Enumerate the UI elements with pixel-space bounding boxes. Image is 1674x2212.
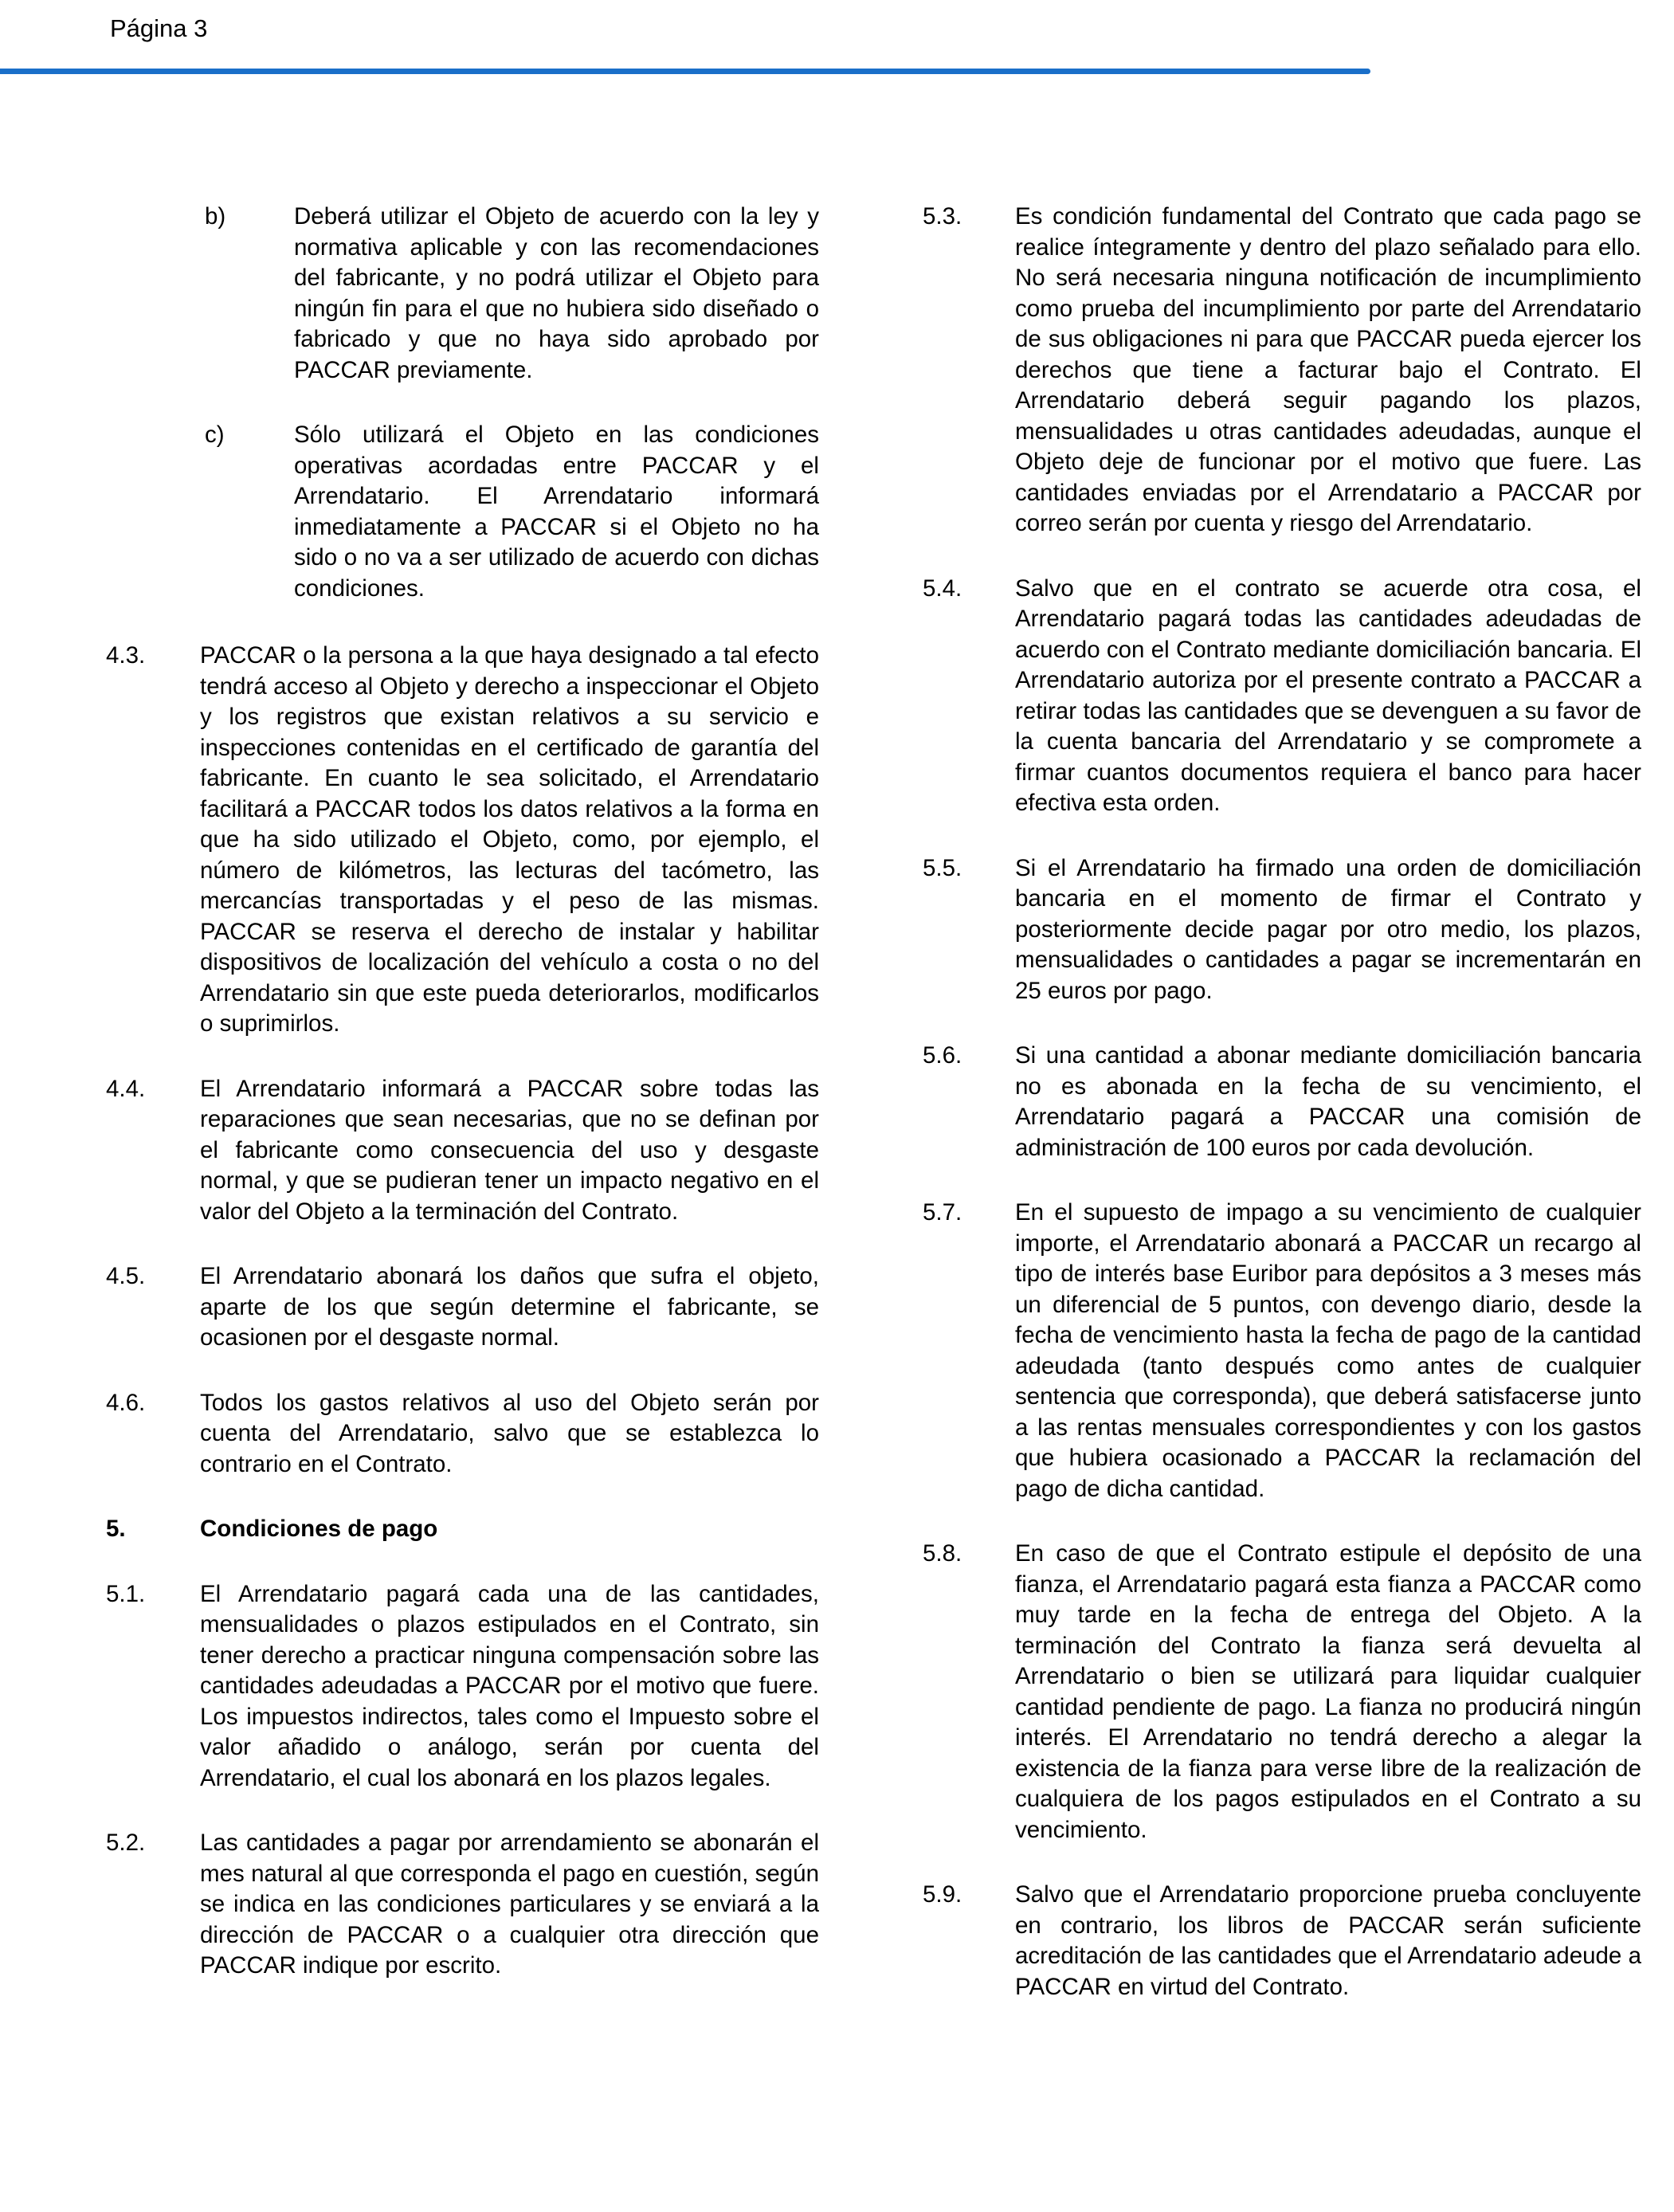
clause-5-2 <box>106 1828 819 1982</box>
clause-number: b) <box>205 203 226 229</box>
clause-text: Las cantidades a pagar por arrendamiento se abonarán el mes natural al que corresponda el pago en cuestión, según se indica en las condiciones particulares y se enviará a la dirección de PACCAR o a cualquier otra dirección que PACCAR indique por escrito. <box>200 1830 819 1979</box>
clause-number: 4.5. <box>106 1263 146 1289</box>
clause-number: 5.8. <box>923 1540 962 1567</box>
left-column <box>106 202 819 2016</box>
clause-text: Todos los gastos relativos al uso del Objeto serán por cuenta del Arrendatario, salvo que se establezca lo contrario en el Contrato. <box>200 1389 819 1477</box>
right-column <box>923 202 1641 2037</box>
clause-number: 5.1. <box>106 1580 146 1607</box>
section-title: Condiciones de pago <box>200 1516 438 1542</box>
clause-text: El Arrendatario informará a PACCAR sobre todas las reparaciones que sean necesarias, que no se definan por el fabricante como consecuencia del uso y desgaste normal, y que se pudieran tener un impacto negativo en el valor del Objeto a la terminación del Contrato. <box>200 1075 819 1225</box>
clause-text: Salvo que el Arrendatario proporcione prueba concluyente en contrario, los libros de PACCAR serán suficiente acreditación de las cantidades que el Arrendatario adeude a PACCAR en virtud del Contrato. <box>1015 1881 1641 2000</box>
section-5-heading <box>106 1514 819 1545</box>
clause-number: 5.9. <box>923 1881 962 1908</box>
clause-text: Salvo que en el contrato se acuerde otra cosa, el Arrendatario pagará todas las cantidades adeudadas de acuerdo con el Contrato mediante domiciliación bancaria. El Arrendatario autoriza por el presente contrato a PACCAR a retirar todas las cantidades que se devenguen a su favor de la cuenta bancaria del Arrendatario y se compromete a firmar cuantos documentos requiera el banco para hacer efectiva esta orden. <box>1015 575 1641 816</box>
clause-number: 4.4. <box>106 1075 146 1102</box>
clause-5-8 <box>923 1539 1641 1845</box>
clause-5-4 <box>923 574 1641 819</box>
clause-5-1 <box>106 1579 819 1794</box>
clause-number: 5.7. <box>923 1199 962 1226</box>
clause-text: El Arrendatario pagará cada una de las cantidades, mensualidades o plazos estipulados en el Contrato, sin tener derecho a practicar ninguna compensación sobre las cantidades adeudadas a PACCAR por el motivo que fuere. Los impuestos indirectos, tales como el Impuesto sobre el valor añadido o análogo, serán por cuenta del Arrendatario, el cual los abonará en los plazos legales. <box>200 1580 819 1791</box>
clause-number: 4.6. <box>106 1389 146 1416</box>
section-number: 5. <box>106 1516 126 1542</box>
clause-number: 5.4. <box>923 575 962 602</box>
clause-number: 4.3. <box>106 642 146 669</box>
clause-text: En caso de que el Contrato estipule el depósito de una fianza, el Arrendatario pagará esta fianza a PACCAR como muy tarde en la fecha de entrega del Objeto. A la terminación del Contrato la fianza será devuelta al Arrendatario o bien se utilizará para liquidar cualquier cantidad pendiente de pago. La fianza no producirá ningún interés. El Arrendatario no tendrá derecho a alegar la existencia de la fianza para verse libre de la realización de cualquiera de los pagos estipulados en el Contrato a su vencimiento. <box>1015 1540 1641 1843</box>
page-number-label: Página 3 <box>110 14 208 42</box>
clause-4-3 <box>106 641 819 1040</box>
clause-5-9 <box>923 1880 1641 2002</box>
clause-number: 5.2. <box>106 1830 146 1856</box>
clause-text: En el supuesto de impago a su vencimiento de cualquier importe, el Arrendatario abonará a PACCAR un recargo al tipo de interés base Euribor para depósitos a 3 meses más un diferencial de 5 puntos, con devengo diario, desde la fecha de vencimiento hasta la fecha de pago de la cantidad adeudada (tanto después como antes de cualquier sentencia que corresponda), que deberá satisfacerse junto a las rentas mensuales correspondientes y con los gastos que hubiera ocasionado a PACCAR la reclamación del pago de dicha cantidad. <box>1015 1199 1641 1502</box>
clause-4-2-b <box>106 202 819 386</box>
clause-number: 5.5. <box>923 854 962 881</box>
header-rule <box>0 69 1370 74</box>
clause-text: Si una cantidad a abonar mediante domiciliación bancaria no es abonada en la fecha de su vencimiento, el Arrendatario pagará a PACCAR una comisión de administración de 100 euros por cada devolución. <box>1015 1042 1641 1161</box>
clause-number: 5.3. <box>923 203 962 229</box>
clause-number: c) <box>205 422 225 448</box>
clause-5-5 <box>923 853 1641 1007</box>
clause-5-3 <box>923 202 1641 539</box>
clause-text: Sólo utilizará el Objeto en las condiciones operativas acordadas entre PACCAR y el Arrendatario. El Arrendatario informará inmediatamente a PACCAR si el Objeto no ha sido o no va a ser utilizado de acuerdo con dichas condiciones. <box>294 422 819 602</box>
clause-text: El Arrendatario abonará los daños que sufra el objeto, aparte de los que según determine el fabricante, se ocasionen por el desgaste normal. <box>200 1263 819 1351</box>
clause-4-2-c <box>106 420 819 604</box>
clause-5-7 <box>923 1198 1641 1504</box>
clause-4-5 <box>106 1261 819 1354</box>
clause-text: Deberá utilizar el Objeto de acuerdo con la ley y normativa aplicable y con las recomendaciones del fabricante, y no podrá utilizar el Objeto para ningún fin para el que no hubiera sido diseñado o fabricado y que no haya sido aprobado por PACCAR previamente. <box>294 203 819 383</box>
clause-4-4 <box>106 1074 819 1228</box>
clause-4-6 <box>106 1388 819 1481</box>
clause-text: PACCAR o la persona a la que haya designado a tal efecto tendrá acceso al Objeto y derecho a inspeccionar el Objeto y los registros que existan relativos a su servicio e inspecciones contenidas en el certificado de garantía del fabricante. En cuanto le sea solicitado, el Arrendatario facilitará a PACCAR todos los datos relativos a la forma en que ha sido utilizado el Objeto, como, por ejemplo, el número de kilómetros, las lecturas del tacómetro, las mercancías transportadas y el peso de las mismas. PACCAR se reserva el derecho de instalar y habilitar dispositivos de localización del vehículo a costa o no del Arrendatario sin que este pueda deteriorarlos, modificarlos o suprimirlos. <box>200 642 819 1037</box>
clause-5-6 <box>923 1041 1641 1163</box>
clause-number: 5.6. <box>923 1042 962 1069</box>
clause-text: Es condición fundamental del Contrato que cada pago se realice íntegramente y dentro del plazo señalado para ello. No será necesaria ninguna notificación de incumplimiento como prueba del incumplimiento por parte del Arrendatario de sus obligaciones ni para que PACCAR pueda ejercer los derechos que tiene a facturar bajo el Contrato. El Arrendatario deberá seguir pagando los plazos, mensualidades u otras cantidades adeudadas, aunque el Objeto deje de funcionar por el motivo que fuere. Las cantidades enviadas por el Arrendatario a PACCAR por correo serán por cuenta y riesgo del Arrendatario. <box>1015 203 1641 536</box>
clause-text: Si el Arrendatario ha firmado una orden de domiciliación bancaria en el momento de firmar el Contrato y posteriormente decide pagar por otro medio, los plazos, mensualidades o cantidades a pagar se incrementarán en 25 euros por pago. <box>1015 854 1641 1004</box>
